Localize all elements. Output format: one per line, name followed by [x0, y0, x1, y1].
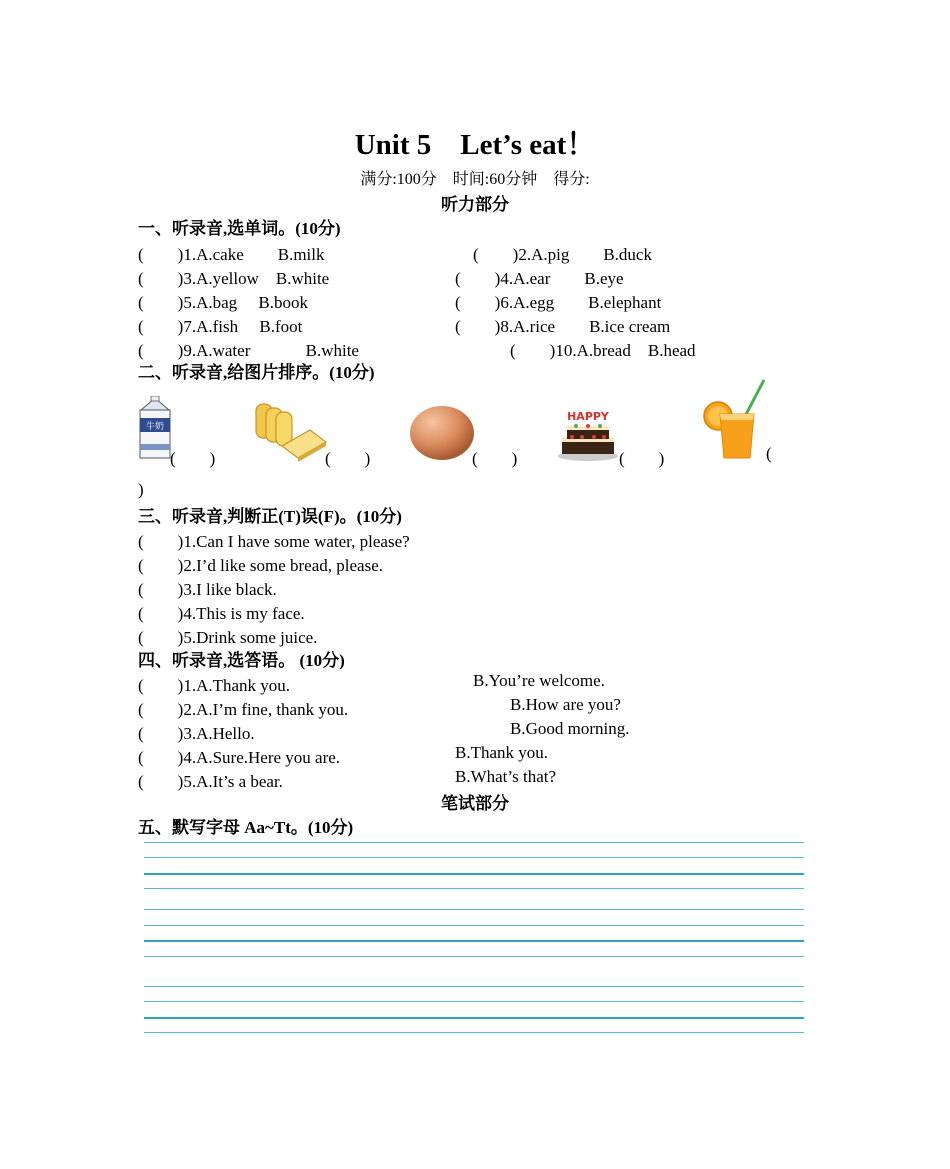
- ruled-line: [144, 986, 804, 987]
- s4-item-1-b: B.You’re welcome.: [473, 671, 605, 690]
- ruled-line: [144, 1017, 804, 1019]
- s1-item-5: ( )5.A.bag B.book: [138, 293, 308, 312]
- s1-item-1: ( )1.A.cake B.milk: [138, 245, 325, 264]
- section-3-heading: 三、听录音,判断正(T)误(F)。(10分): [138, 507, 402, 526]
- listening-header: 听力部分: [441, 195, 509, 214]
- s4-item-3-b: B.Good morning.: [510, 719, 630, 738]
- s1-item-4: ( )4.A.ear B.eye: [455, 269, 624, 288]
- ruled-line: [144, 1032, 804, 1033]
- milk-carton-icon: [137, 396, 173, 460]
- ruled-line: [144, 888, 804, 889]
- cake-label: HAPPY: [567, 410, 609, 423]
- section-1-heading: 一、听录音,选单词。(10分): [138, 219, 341, 238]
- birthday-cake-icon: [556, 406, 620, 462]
- orange-juice-icon: [702, 378, 768, 462]
- section-4-heading: 四、听录音,选答语。 (10分): [138, 651, 345, 670]
- section-5-heading: 五、默写字母 Aa~Tt。(10分): [138, 818, 354, 837]
- s3-item-1: ( )1.Can I have some water, please?: [138, 532, 410, 551]
- ruled-line: [144, 873, 804, 875]
- section-2-heading: 二、听录音,给图片排序。(10分): [138, 363, 375, 382]
- bread-icon: [254, 400, 328, 462]
- ruled-line: [144, 956, 804, 957]
- s4-item-1-a: ( )1.A.Thank you.: [138, 676, 291, 695]
- ruled-line: [144, 1001, 804, 1002]
- s4-item-3-a: ( )3.A.Hello.: [138, 724, 255, 743]
- ruled-line: [144, 940, 804, 942]
- s1-item-6: ( )6.A.egg B.elephant: [455, 293, 662, 312]
- s4-item-2-b: B.How are you?: [510, 695, 621, 714]
- s4-item-5-b: B.What’s that?: [455, 767, 557, 786]
- s1-item-7: ( )7.A.fish B.foot: [138, 317, 303, 336]
- s3-item-4: ( )4.This is my face.: [138, 604, 305, 623]
- score-info: 满分:100分 时间:60分钟 得分:: [360, 171, 590, 188]
- ruled-line: [144, 857, 804, 858]
- s1-item-10: ( )10.A.bread B.head: [510, 341, 696, 360]
- s1-item-2: ( )2.A.pig B.duck: [473, 245, 652, 264]
- s1-item-9: ( )9.A.water B.white: [138, 341, 359, 360]
- s1-item-8: ( )8.A.rice B.ice cream: [455, 317, 671, 336]
- ruled-line: [144, 909, 804, 910]
- s2-blank-3: ( ): [472, 449, 518, 468]
- s2-close-paren: ): [138, 480, 144, 499]
- writing-header: 笔试部分: [441, 794, 509, 813]
- milk-label: 牛奶: [145, 422, 165, 432]
- egg-icon: [408, 404, 476, 462]
- ruled-line: [144, 925, 804, 926]
- s3-item-3: ( )3.I like black.: [138, 580, 277, 599]
- s2-open-paren: (: [766, 444, 772, 463]
- s4-item-4-b: B.Thank you.: [455, 743, 549, 762]
- s1-item-3: ( )3.A.yellow B.white: [138, 269, 330, 288]
- s4-item-2-a: ( )2.A.I’m fine, thank you.: [138, 700, 349, 719]
- page-title: Unit 5 Let’s eat！: [354, 129, 596, 161]
- ruled-line: [144, 842, 804, 843]
- s3-item-2: ( )2.I’d like some bread, please.: [138, 556, 383, 575]
- s4-item-4-a: ( )4.A.Sure.Here you are.: [138, 748, 341, 767]
- s2-blank-1: ( ): [170, 449, 216, 468]
- s3-item-5: ( )5.Drink some juice.: [138, 628, 318, 647]
- s2-blank-4: ( ): [619, 449, 665, 468]
- s2-blank-2: ( ): [325, 449, 371, 468]
- s4-item-5-a: ( )5.A.It’s a bear.: [138, 772, 283, 791]
